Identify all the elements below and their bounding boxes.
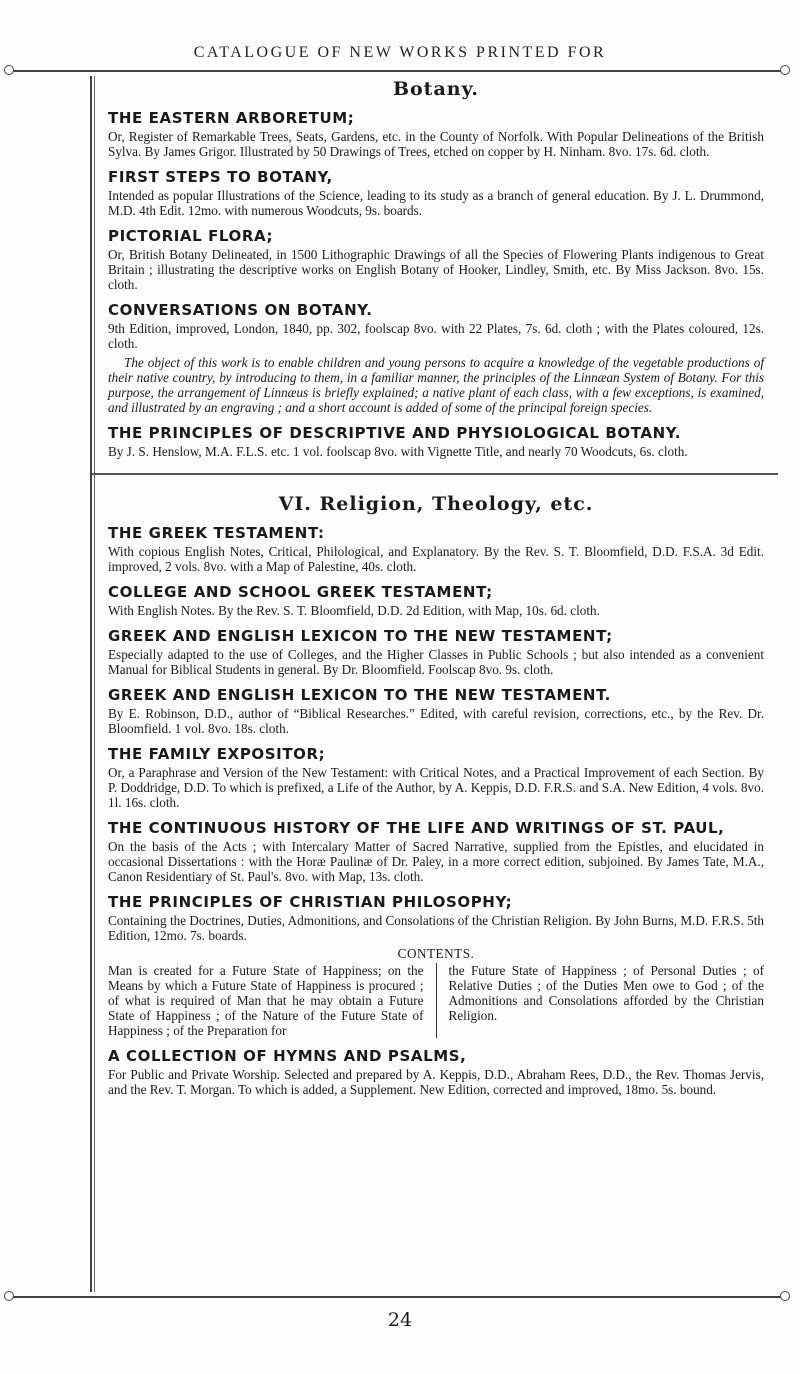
- top-rule: [12, 70, 784, 72]
- entry-st-paul-history: [108, 821, 764, 884]
- entry-title: GREEK AND ENGLISH LEXICON TO THE NEW TESTAMENT.: [108, 686, 611, 704]
- entry-description: By E. Robinson, D.D., author of “Biblical Researches.” Edited, with careful revision, corrections, etc., by the Rev. Dr. Bloomfield. 1 vol. 8vo. 18s. cloth.: [108, 706, 764, 736]
- left-frame-rule-inner: [94, 76, 95, 1292]
- corner-ornament: [780, 65, 790, 75]
- bottom-rule: [12, 1296, 784, 1298]
- entry-title: COLLEGE AND SCHOOL GREEK TESTAMENT;: [108, 583, 493, 601]
- page-number: 24: [387, 1309, 413, 1331]
- entry-greek-testament: [108, 526, 764, 574]
- entry-italic-note: The object of this work is to enable children and young persons to acquire a knowledge of the vegetable productions of their native country, by introducing to them, in a familiar manner, the principles of the Linnæan System of Botany. For this purpose, the arrangement of Linnæus is briefly explained; a native plant of each class, with a few exceptions, is examined, and illustrated by an engraving ; and a short account is added of some of the principal foreign species.: [108, 355, 764, 415]
- entry-first-steps-botany: [108, 170, 764, 218]
- corner-ornament: [4, 65, 14, 75]
- entry-title: GREEK AND ENGLISH LEXICON TO THE NEW TESTAMENT;: [108, 627, 613, 645]
- entry-description: By J. S. Henslow, M.A. F.L.S. etc. 1 vol. foolscap 8vo. with Vignette Title, and nearly 70 Woodcuts, 6s. cloth.: [108, 444, 688, 459]
- entry-principles-botany: [108, 426, 764, 459]
- section-divider: [92, 473, 778, 475]
- entry-description: On the basis of the Acts ; with Intercalary Matter of Sacred Narrative, supplied from the Epistles, and elucidated in occasional Dissertations : with the Horæ Paulinæ of Dr. Paley, in a more correct edition, subjoined. By James Tate, M.A., Canon Residentiary of St. Paul's. 8vo. with Map, 13s. cloth.: [108, 839, 764, 884]
- entry-description: 9th Edition, improved, London, 1840, pp. 302, foolscap 8vo. with 22 Plates, 7s. 6d. cloth ; with the Plates coloured, 12s. cloth.: [108, 321, 764, 351]
- entry-title: PICTORIAL FLORA;: [108, 227, 274, 245]
- entry-family-expositor: [108, 747, 764, 810]
- entry-description: Intended as popular Illustrations of the Science, leading to its study as a branch of general education. By J. L. Drummond, M.D. 4th Edit. 12mo. with numerous Woodcuts, 9s. boards.: [108, 188, 764, 218]
- entry-title: THE FAMILY EXPOSITOR;: [108, 745, 326, 763]
- left-frame-rule: [90, 76, 92, 1292]
- contents-right-column: the Future State of Happiness ; of Personal Duties ; of Relative Duties ; of the Duties Men owe to God ; of the Admonitions and Consolations afforded by the Christian Religion.: [448, 963, 764, 1023]
- entry-greek-lexicon-robinson: [108, 688, 764, 736]
- running-header: CATALOGUE OF NEW WORKS PRINTED FOR: [193, 44, 607, 61]
- entry-description: For Public and Private Worship. Selected and prepared by A. Keppis, D.D., Abraham Rees, D.D., the Rev. Thomas Jervis, and the Rev. T. Morgan. To which is added, a Supplement. New Edition, corrected and improved, 18mo. 5s. bound.: [108, 1067, 764, 1097]
- entry-title: THE PRINCIPLES OF DESCRIPTIVE AND PHYSIOLOGICAL BOTANY.: [108, 424, 682, 442]
- entry-description: Or, British Botany Delineated, in 1500 Lithographic Drawings of all the Species of Flowering Plants indigenous to Great Britain ; illustrating the descriptive works on English Botany of Hooker, Lindley, Smith, etc. By Miss Jackson. 8vo. 15s. cloth.: [108, 247, 764, 292]
- corner-ornament: [4, 1291, 14, 1301]
- section-title-botany: Botany.: [392, 78, 480, 100]
- corner-ornament: [780, 1291, 790, 1301]
- entry-college-greek-testament: [108, 585, 764, 618]
- contents-left-column: Man is created for a Future State of Happiness; on the Means by which a Future State of Happiness is procured ; of what is required of Man that he may obtain a Future State of Happiness ; of the Nature of the Future State of Happiness ; of the Preparation for: [108, 963, 437, 1038]
- contents-columns: [108, 963, 764, 1038]
- entry-description: Or, a Paraphrase and Version of the New Testament: with Critical Notes, and a Practical Improvement of each Section. By P. Doddridge, D.D. To which is prefixed, a Life of the Author, by A. Keppis, D.D. F.R.S. and S.A. New Edition, 4 vols. 8vo. 1l. 16s. cloth.: [108, 765, 764, 810]
- entry-description: With copious English Notes, Critical, Philological, and Explanatory. By the Rev. S. T. Bloomfield, D.D. F.S.A. 3d Edit. improved, 2 vols. 8vo. with a Map of Palestine, 40s. cloth.: [108, 544, 764, 574]
- catalogue-content: [108, 76, 764, 1108]
- entry-description: Or, Register of Remarkable Trees, Seats, Gardens, etc. in the County of Norfolk. With Popular Delineations of the British Sylva. By James Grigor. Illustrated by 50 Drawings of Trees, etched on copper by H. Ninham. 8vo. 17s. 6d. cloth.: [108, 129, 764, 159]
- entry-title: THE PRINCIPLES OF CHRISTIAN PHILOSOPHY;: [108, 893, 513, 911]
- entry-christian-philosophy: [108, 895, 764, 1038]
- entry-conversations-botany: [108, 303, 764, 415]
- entry-title: THE EASTERN ARBORETUM;: [108, 109, 355, 127]
- contents-heading: CONTENTS.: [397, 946, 475, 961]
- entry-description: With English Notes. By the Rev. S. T. Bloomfield, D.D. 2d Edition, with Map, 10s. 6d. cloth.: [108, 603, 600, 618]
- entry-greek-lexicon-bloomfield: [108, 629, 764, 677]
- entry-eastern-arboretum: [108, 111, 764, 159]
- entry-title: FIRST STEPS TO BOTANY,: [108, 168, 333, 186]
- entry-title: CONVERSATIONS ON BOTANY.: [108, 301, 373, 319]
- entry-title: THE CONTINUOUS HISTORY OF THE LIFE AND WRITINGS OF ST. PAUL,: [108, 819, 725, 837]
- entry-title: THE GREEK TESTAMENT:: [108, 524, 325, 542]
- section-title-religion: VI. Religion, Theology, etc.: [278, 493, 594, 515]
- entry-title: A COLLECTION OF HYMNS AND PSALMS,: [108, 1047, 467, 1065]
- entry-pictorial-flora: [108, 229, 764, 292]
- entry-description: Especially adapted to the use of Colleges, and the Higher Classes in Public Schools ; but also intended as a convenient Manual for Biblical Students in general. By Dr. Bloomfield. Foolscap 8vo. 9s. cloth.: [108, 647, 764, 677]
- entry-hymns-psalms: [108, 1049, 764, 1097]
- entry-description: Containing the Doctrines, Duties, Admonitions, and Consolations of the Christian Religion. By John Burns, M.D. F.R.S. 5th Edition, 12mo. 7s. boards.: [108, 913, 764, 943]
